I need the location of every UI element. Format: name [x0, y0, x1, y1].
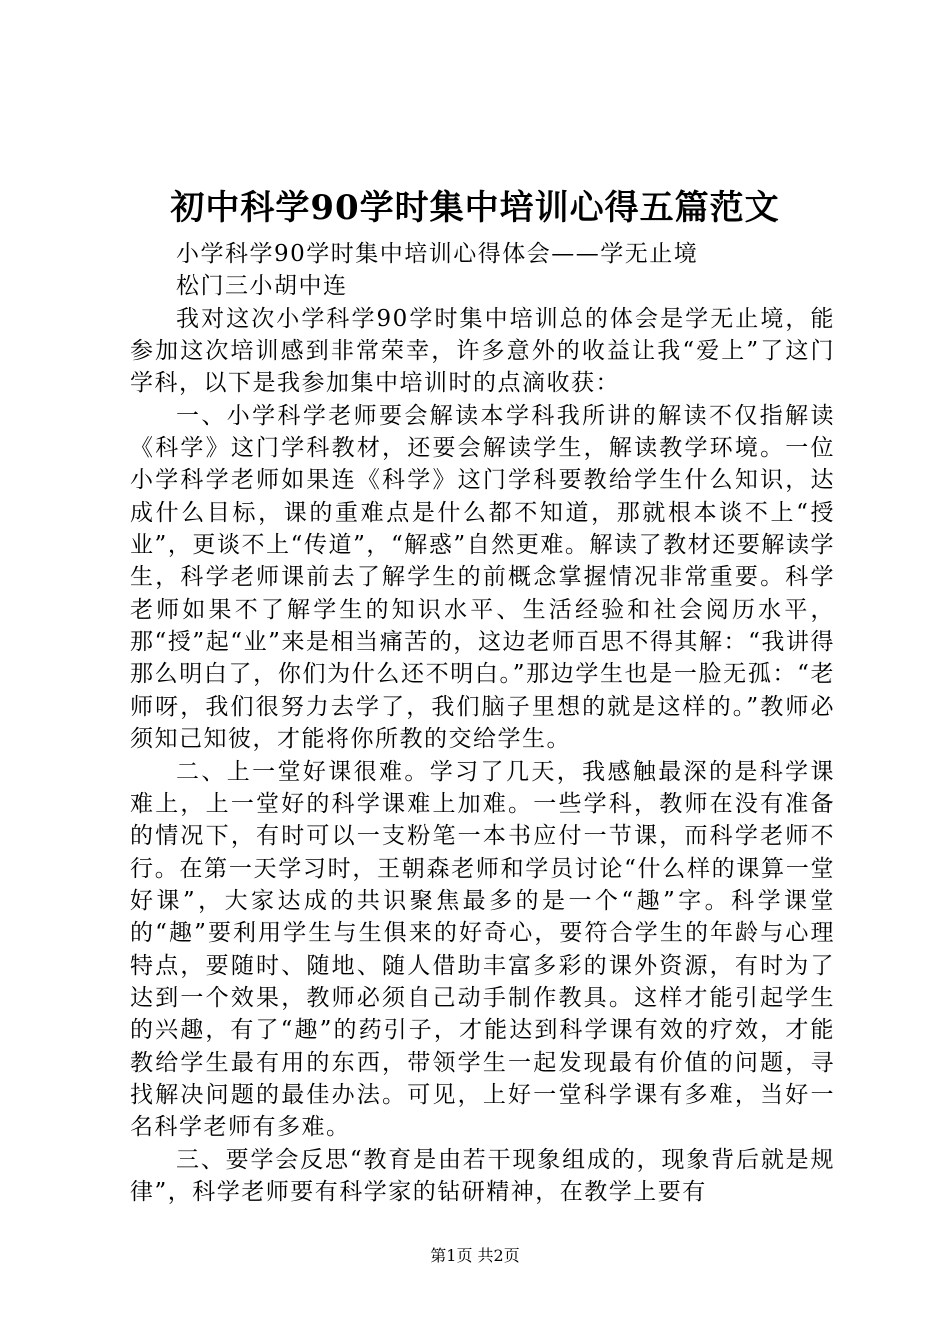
page-number: 第1页	[430, 1246, 473, 1265]
intro-paragraph: 我对这次小学科学90学时集中培训总的体会是学无止境，能参加这次培训感到非常荣幸，许多意外的收益让我“爱上”了这门学科，以下是我参加集中培训时的点滴收获：	[130, 305, 835, 397]
subtitle-paragraph: 小学科学90学时集中培训心得体会——学无止境	[176, 241, 699, 267]
author-paragraph: 松门三小胡中连	[176, 273, 348, 300]
section-three-paragraph: 三、要学会反思“教育是由若干现象组成的，现象背后就是规律”，科学老师要有科学家的钻研精神，在教学上要有	[130, 1146, 835, 1205]
page-total: 共2页	[477, 1246, 520, 1265]
document-title: 初中科学90学时集中培训心得五篇范文	[170, 188, 780, 228]
page-footer	[0, 1244, 950, 1268]
section-two-paragraph: 二、上一堂好课很难。学习了几天，我感触最深的是科学课难上，上一堂好的科学课难上加难。一些学科，教师在没有准备的情况下，有时可以一支粉笔一本书应付一节课，而科学老师不行。在第一天学习时，王朝森老师和学员讨论“什么样的课算一堂好课”，大家达成的共识聚焦最多的是一个“趣”字。科学课堂的“趣”要利用学生与生俱来的好奇心，要符合学生的年龄与心理特点，要随时、随地、随人借助丰富多彩的课外资源，有时为了达到一个效果，教师必须自己动手制作教具。这样才能引起学生的兴趣，有了“趣”的药引子，才能达到科学课有效的疗效，才能教给学生最有用的东西，带领学生一起发现最有价值的问题，寻找解决问题的最佳办法。可见，上好一堂科学课有多难，当好一名科学老师有多难。	[130, 758, 835, 1141]
section-one-paragraph: 一、小学科学老师要会解读本学科我所讲的解读不仅指解读《科学》这门学科教材，还要会解读学生，解读教学环境。一位小学科学老师如果连《科学》这门学科要教给学生什么知识，达成什么目标，课的重难点是什么都不知道，那就根本谈不上“授业”，更谈不上“传道”，“解惑”自然更难。解读了教材还要解读学生，科学老师课前去了解学生的前概念掌握情况非常重要。科学老师如果不了解学生的知识水平、生活经验和社会阅历水平，那“授”起“业”来是相当痛苦的，这边老师百思不得其解：“我讲得那么明白了，你们为什么还不明白。”那边学生也是一脸无孤：“老师呀，我们很努力去学了，我们脑子里想的就是这样的。”教师必须知己知彼，才能将你所教的交给学生。	[130, 402, 835, 753]
document-body	[130, 238, 835, 1208]
